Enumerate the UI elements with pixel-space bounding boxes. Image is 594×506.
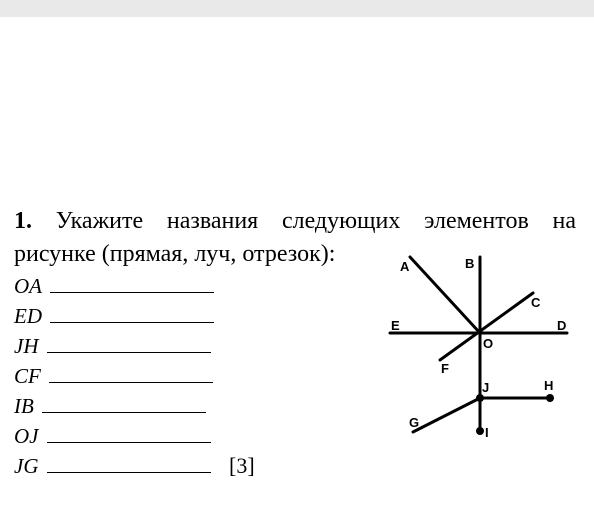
point-o-label: O bbox=[483, 336, 494, 351]
point-b-label: B bbox=[465, 256, 475, 271]
point-f-label: F bbox=[441, 361, 449, 376]
item-label: OA bbox=[14, 274, 42, 298]
point-j-dot bbox=[476, 394, 484, 402]
item-label: JG bbox=[14, 454, 39, 478]
question-number: 1. bbox=[14, 208, 32, 234]
point-d-label: D bbox=[557, 318, 567, 333]
item-label: IB bbox=[14, 394, 34, 418]
item-label: JH bbox=[14, 334, 39, 358]
point-e-label: E bbox=[391, 318, 400, 333]
point-g-label: G bbox=[409, 415, 420, 430]
point-c-label: C bbox=[531, 295, 541, 310]
point-i-dot bbox=[476, 427, 484, 435]
item-label: CF bbox=[14, 364, 41, 388]
point-h-dot bbox=[546, 394, 554, 402]
ray-jg bbox=[413, 398, 480, 432]
point-j-label: J bbox=[482, 380, 490, 395]
point-h-label: H bbox=[544, 378, 554, 393]
point-a-label: A bbox=[400, 259, 410, 274]
question-text: Укажите названия следующих элементов на bbox=[55, 208, 577, 234]
item-label: OJ bbox=[14, 424, 39, 448]
point-i-label: I bbox=[485, 425, 489, 440]
item-label: ED bbox=[14, 304, 42, 328]
score-marker: [3] bbox=[229, 453, 255, 478]
question-text-line2: рисунке (прямая, луч, отрезок): bbox=[14, 241, 336, 267]
